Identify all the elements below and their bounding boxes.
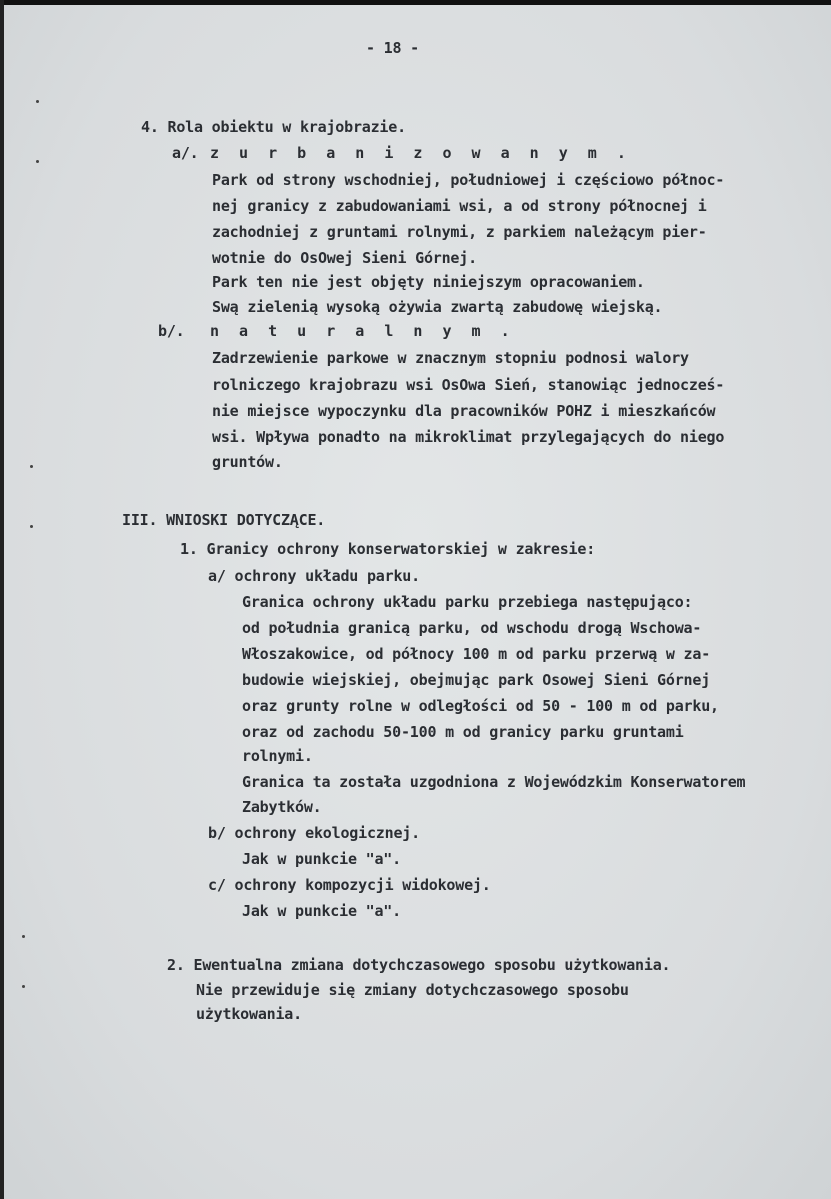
paragraph-line: oraz grunty rolne w odległości od 50 - 100 m od parku, (242, 697, 719, 715)
paragraph-line: zachodniej z gruntami rolnymi, z parkiem należącym pier- (212, 223, 707, 241)
paragraph-line: Park od strony wschodniej, południowej i częściowo północ- (212, 171, 725, 189)
paragraph-line: użytkowania. (196, 1005, 302, 1023)
paragraph-line: nie miejsce wypoczynku dla pracowników POHZ i mieszkańców (212, 402, 716, 420)
paragraph-line: Zabytków. (242, 798, 322, 816)
margin-speck (30, 465, 33, 468)
paragraph-line: rolnymi. (242, 747, 313, 765)
paragraph-line: Granica ta została uzgodniona z Wojewódzkim Konserwatorem (242, 773, 746, 791)
margin-speck (36, 100, 39, 103)
section-3-heading: III. WNIOSKI DOTYCZĄCE. (122, 511, 326, 529)
page-number: - 18 - (366, 39, 419, 57)
paragraph-line: nej granicy z zabudowaniami wsi, a od strony północnej i (212, 197, 707, 215)
paragraph-line: Włoszakowice, od północy 100 m od parku przerwą w za- (242, 645, 711, 663)
paragraph-line: oraz od zachodu 50-100 m od granicy parku gruntami (242, 723, 684, 741)
item-a-title: z u r b a n i z o w a n y m . (210, 144, 632, 162)
paragraph-line: od południa granicą parku, od wschodu drogą Wschowa- (242, 619, 702, 637)
paragraph-line: Nie przewiduje się zmiany dotychczasowego sposobu (196, 981, 629, 999)
paragraph-line: wsi. Wpływa ponadto na mikroklimat przylegających do niego (212, 428, 725, 446)
paragraph-line: Jak w punkcie "a". (242, 850, 401, 868)
item-1-heading: 1. Granicy ochrony konserwatorskiej w zakresie: (180, 540, 596, 558)
scan-border-top (0, 0, 831, 5)
item-1a-heading: a/ ochrony układu parku. (208, 567, 420, 585)
margin-speck (36, 160, 39, 163)
margin-speck (22, 935, 25, 938)
item-2-heading: 2. Ewentualna zmiana dotychczasowego sposobu użytkowania. (167, 956, 671, 974)
paragraph-line: Granica ochrony układu parku przebiega następująco: (242, 593, 693, 611)
margin-speck (22, 985, 25, 988)
margin-speck (30, 525, 33, 528)
item-1b-heading: b/ ochrony ekologicznej. (208, 824, 420, 842)
item-b-title: n a t u r a l n y m . (210, 322, 516, 340)
paragraph-line: rolniczego krajobrazu wsi OsOwa Sień, stanowiąc jednocześ- (212, 376, 725, 394)
section-4-heading: 4. Rola obiektu w krajobrazie. (141, 118, 406, 136)
paragraph-line: budowie wiejskiej, obejmując park Osowej Sieni Górnej (242, 671, 711, 689)
item-a-prefix: a/. (172, 144, 199, 162)
item-1c-heading: c/ ochrony kompozycji widokowej. (208, 876, 491, 894)
paragraph-line: Swą zielenią wysoką ożywia zwartą zabudowę wiejską. (212, 298, 663, 316)
paragraph-line: gruntów. (212, 453, 283, 471)
scan-border-left (0, 0, 4, 1199)
paragraph-line: wotnie do OsOwej Sieni Górnej. (212, 249, 477, 267)
item-b-prefix: b/. (158, 322, 185, 340)
paragraph-line: Jak w punkcie "a". (242, 902, 401, 920)
paragraph-line: Park ten nie jest objęty niniejszym opracowaniem. (212, 273, 645, 291)
paragraph-line: Zadrzewienie parkowe w znacznym stopniu podnosi walory (212, 349, 689, 367)
